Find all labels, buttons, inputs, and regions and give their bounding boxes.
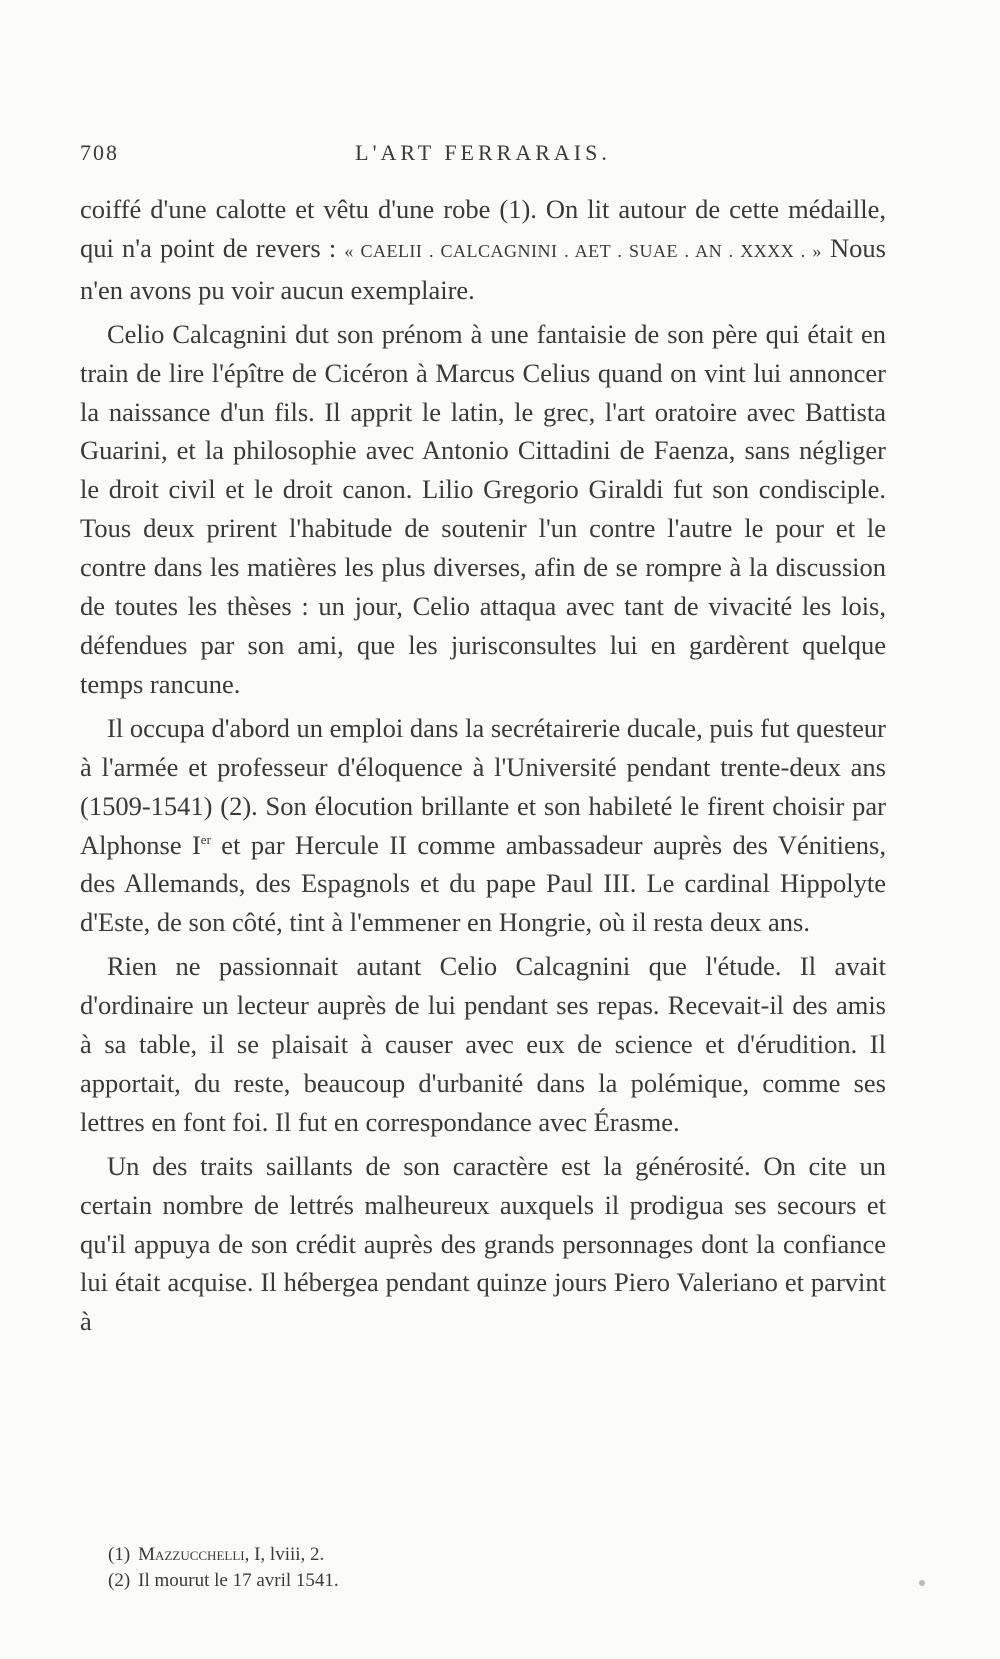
paragraph-4: Rien ne passionnait autant Celio Calcagnini que l'étude. Il avait d'ordinaire un lecteur auprès de lui pendant ses repas. Recevait-il des amis à sa table, il se plaisait à causer avec eux de science et d'érudition. Il apportait, du reste, beaucoup d'urbanité dans la polémique, comme ses lettres en font foi. Il fut en correspondance avec Érasme. xyxy=(80,951,886,1137)
paragraph-3-text-end: et par Hercule II comme ambassadeur auprès des Vénitiens, des Allemands, des Espagnols et du pape Paul III. Le cardinal Hippolyte d'Este, de son côté, tint à l'emmener en Hongrie, où il resta deux ans. xyxy=(80,829,886,938)
medal-inscription: « CAELII . CALCAGNINI . AET . SUAE . AN . XXXX . » xyxy=(344,240,822,261)
paragraph-1-text-end: Nous n'en avons pu voir aucun exemplaire. xyxy=(80,232,886,305)
paragraph-3 xyxy=(80,709,886,942)
paper-speck xyxy=(919,1580,925,1586)
running-head xyxy=(80,140,886,170)
footnote-2-text: Il mourut le 17 avril 1541. xyxy=(138,1570,339,1591)
running-title: L'ART FERRARAIS. xyxy=(355,140,611,165)
ordinal-superscript: er xyxy=(200,831,211,847)
body-text xyxy=(80,190,886,1341)
paragraph-1 xyxy=(80,190,886,310)
paragraph-2: Celio Calcagnini dut son prénom à une fantaisie de son père qui était en train de lire l'épître de Cicéron à Marcus Celius quand on vint lui annoncer la naissance d'un fils. Il apprit le latin, le grec, l'art oratoire avec Battista Guarini, et la philosophie avec Antonio Cittadini de Faenza, sans négliger le droit civil et le droit canon. Lilio Gregorio Giraldi fut son condisciple. Tous deux prirent l'habitude de soutenir l'un contre l'autre le pour et le contre dans les matières les plus diverses, afin de se rompre à la discussion de toutes les thèses : un jour, Celio attaqua avec tant de vivacité les lois, défendues par son ami, que les jurisconsultes lui en gardèrent quelque temps rancune. xyxy=(80,318,886,699)
paragraph-1-text-start: coiffé d'une calotte et vêtu d'une robe (1). On lit autour de cette médaille, qui n'a point de revers : xyxy=(80,194,886,263)
footnote-1-text: , I, lviii, 2. xyxy=(244,1544,325,1565)
footnote-1-author: Mazzucchelli xyxy=(138,1544,245,1565)
footnotes xyxy=(108,1542,886,1594)
paragraph-3-text-start: Il occupa d'abord un emploi dans la secrétairerie ducale, puis fut questeur à l'armée et professeur d'éloquence à l'Université pendant trente-deux ans (1509-1541) (2). Son élocution brillante et son habileté le firent choisir par Alphonse I xyxy=(80,712,886,860)
footnote-2-mark: (2) xyxy=(108,1570,131,1591)
footnote-1 xyxy=(108,1542,886,1568)
footnote-1-mark: (1) xyxy=(108,1544,131,1565)
paragraph-5: Un des traits saillants de son caractère est la générosité. On cite un certain nombre de lettrés malheureux auxquels il prodigua ses secours et qu'il appuya de son crédit auprès des grands personnages dont la confiance lui était acquise. Il hébergea pendant quinze jours Piero Valeriano et parvint à xyxy=(80,1150,886,1337)
page-number: 708 xyxy=(80,140,119,165)
footnote-2 xyxy=(108,1568,886,1594)
